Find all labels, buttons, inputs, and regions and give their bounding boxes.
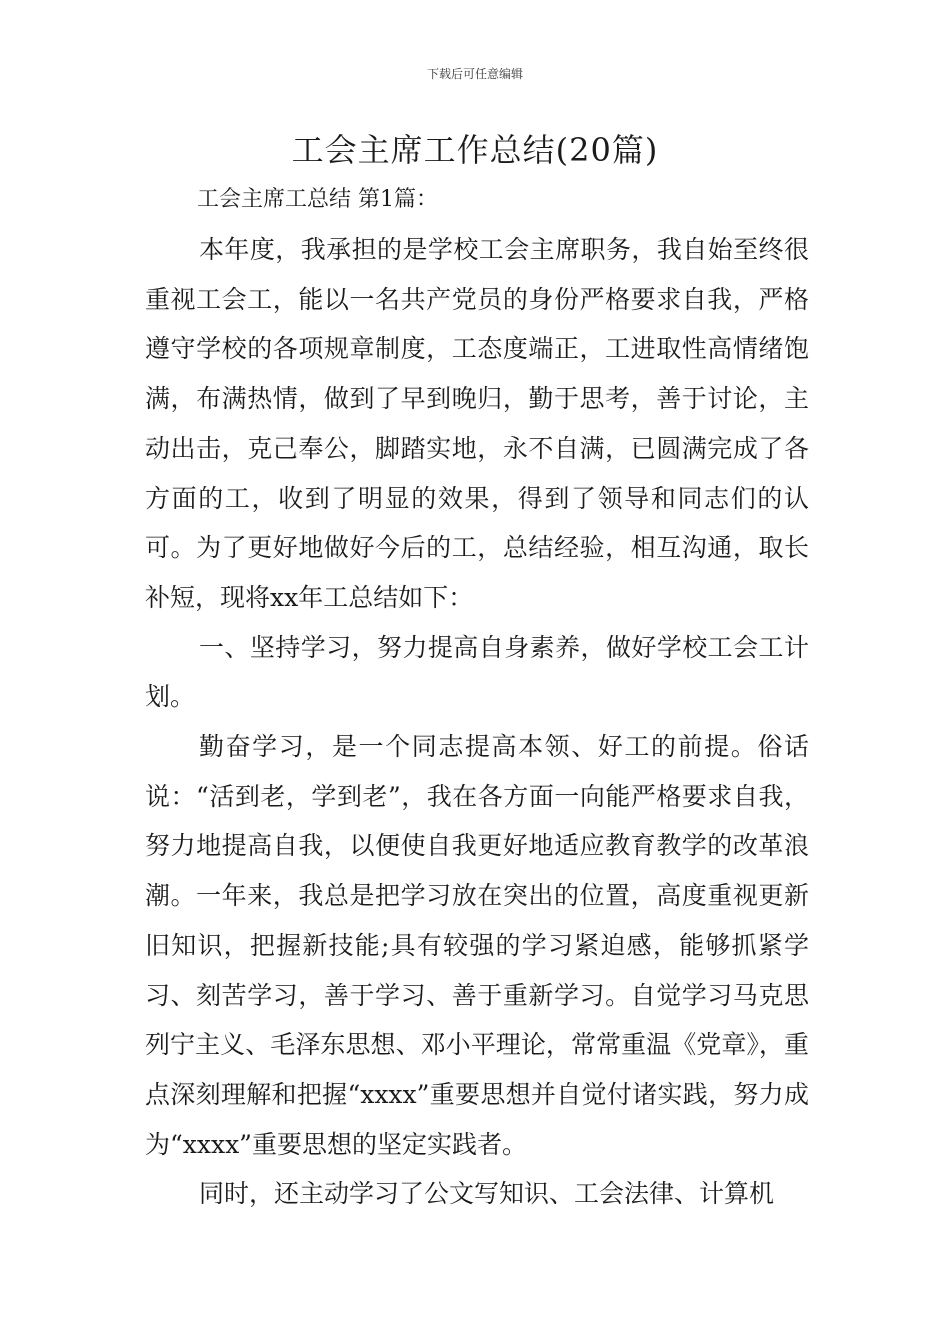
document-title: 工会主席工作总结(20篇) (291, 131, 659, 169)
paragraph-intro: 本年度，我承担的是学校工会主席职务，我自始至终很重视工会工，能以一名共产党员的身份严格要求自我，严格遵守学校的各项规章制度，工态度端正，工进取性高情绪饱满，布满热情，做到了早到晚归，勤于思考，善于讨论，主动出击，克己奉公，脚踏实地，永不自满，已圆满完成了各方面的工，收到了明显的效果，得到了领导和同志们的认可。为了更好地做好今后的工，总结经验，相互沟通，取长补短，现将xx年工总结如下： (145, 235, 809, 612)
paragraph-section-one-heading: 一、坚持学习，努力提高自身素养，做好学校工会工计划。 (145, 632, 809, 712)
paragraph-continued: 同时，还主动学习了公文写知识、工会法律、计算机 (199, 1179, 775, 1209)
paragraph-study: 勤奋学习，是一个同志提高本领、好工的前提。俗话说：“活到老，学到老”，我在各方面一向能严格要求自我，努力地提高自我，以便使自我更好地适应教育教学的改革浪潮。一年来，我总是把学习放在突出的位置，高度重视更新旧知识，把握新技能;具有较强的学习紧迫感，能够抓紧学习、刻苦学习，善于学习、善于重新学习。自觉学习马克思列宁主义、毛泽东思想、邓小平理论，常常重温《党章》，重点深刻理解和把握“xxxx”重要思想并自觉付诸实践，努力成为“xxxx”重要思想的坚定实践者。 (145, 732, 809, 1159)
header-note: 下载后可任意编辑 (426, 67, 523, 81)
section-subheading: 工会主席工总结 第1篇： (197, 187, 438, 212)
document-body (145, 178, 809, 1219)
